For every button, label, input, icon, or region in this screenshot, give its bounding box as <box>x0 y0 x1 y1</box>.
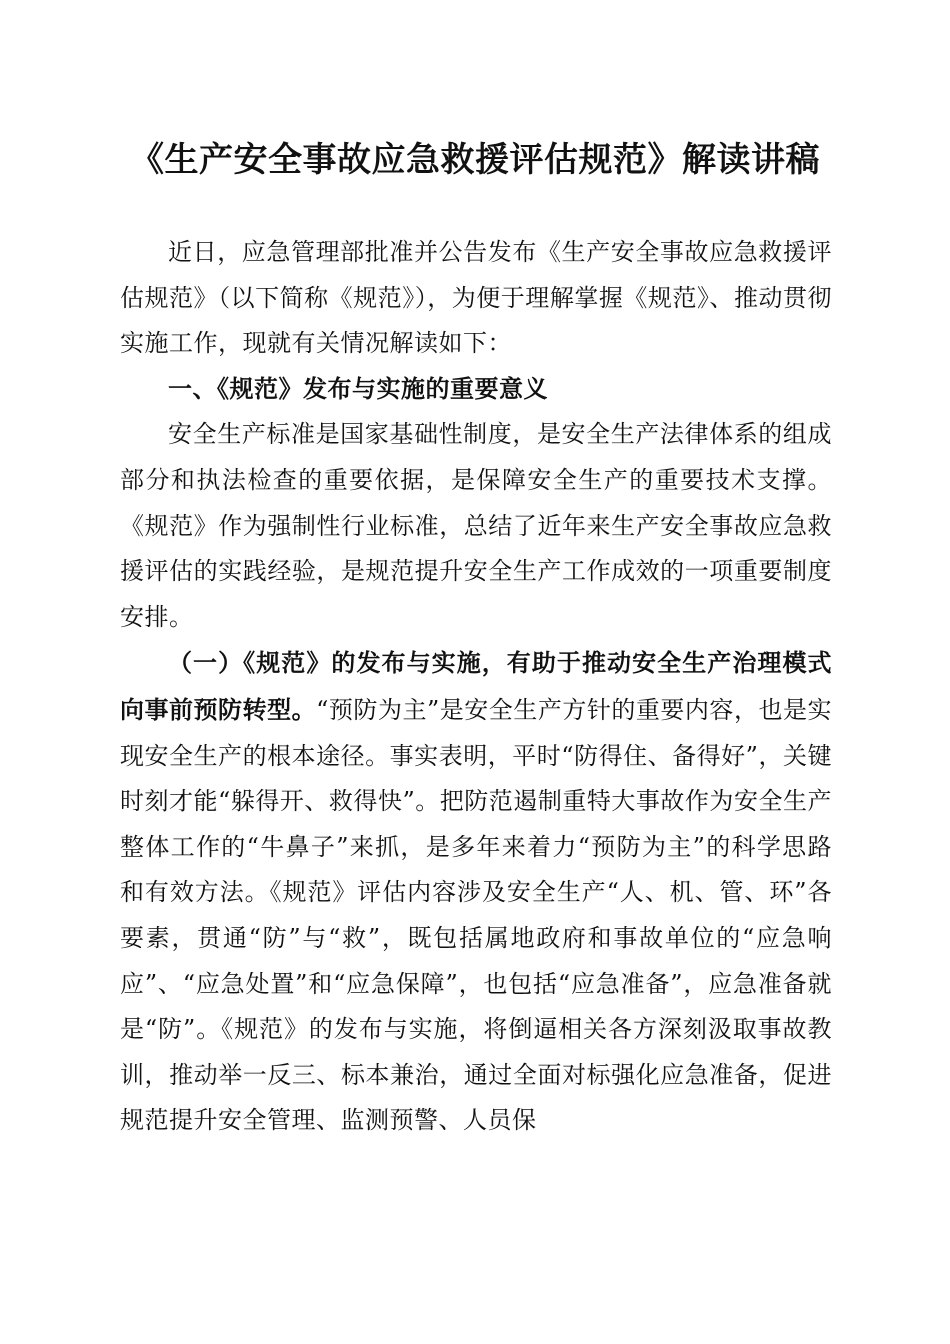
intro-paragraph: 近日，应急管理部批准并公告发布《生产安全事故应急救援评估规范》（以下简称《规范》），为便于理解掌握《规范》、推动贯彻实施工作，现就有关情况解读如下： <box>120 238 832 358</box>
section-heading-1: 一、《规范》发布与实施的重要意义 <box>168 374 548 403</box>
subsection-1-text: “预防为主”是安全生产方针的重要内容，也是实现安全生产的根本途径。事实表明，平时“防得住、备得好”，关键时刻才能“躲得开、救得快”。把防范遏制重特大事故作为安全生产整体工作的“牛鼻子”来抓，是多年来着力“预防为主”的科学思路和有效方法。《规范》评估内容涉及安全生产“人、机、管、环”各要素，贯通“防”与“救”，既包括属地政府和事故单位的“应急响应”、“应急处置”和“应急保障”，也包括“应急准备”，应急准备就是“防”。《规范》的发布与实施，将倒逼相关各方深刻汲取事故教训，推动举一反三、标本兼治，通过全面对标强化应急准备，促进规范提升安全管理、监测预警、人员保 <box>120 695 832 1135</box>
document-body <box>120 230 832 1144</box>
section-1-paragraph: 安全生产标准是国家基础性制度，是安全生产法律体系的组成部分和执法检查的重要依据，是保障安全生产的重要技术支撑。《规范》作为强制性行业标准，总结了近年来生产安全事故应急救援评估的实践经验，是规范提升安全生产工作成效的一项重要制度安排。 <box>120 420 832 631</box>
subsection-1-lead: （一）《规范》的发布与实施，有助于推动安全生产治理模式向事前预防转型。 <box>120 648 832 724</box>
subsection-1-paragraph <box>120 640 832 1144</box>
document-title: 《生产安全事故应急救援评估规范》解读讲稿 <box>130 140 820 180</box>
